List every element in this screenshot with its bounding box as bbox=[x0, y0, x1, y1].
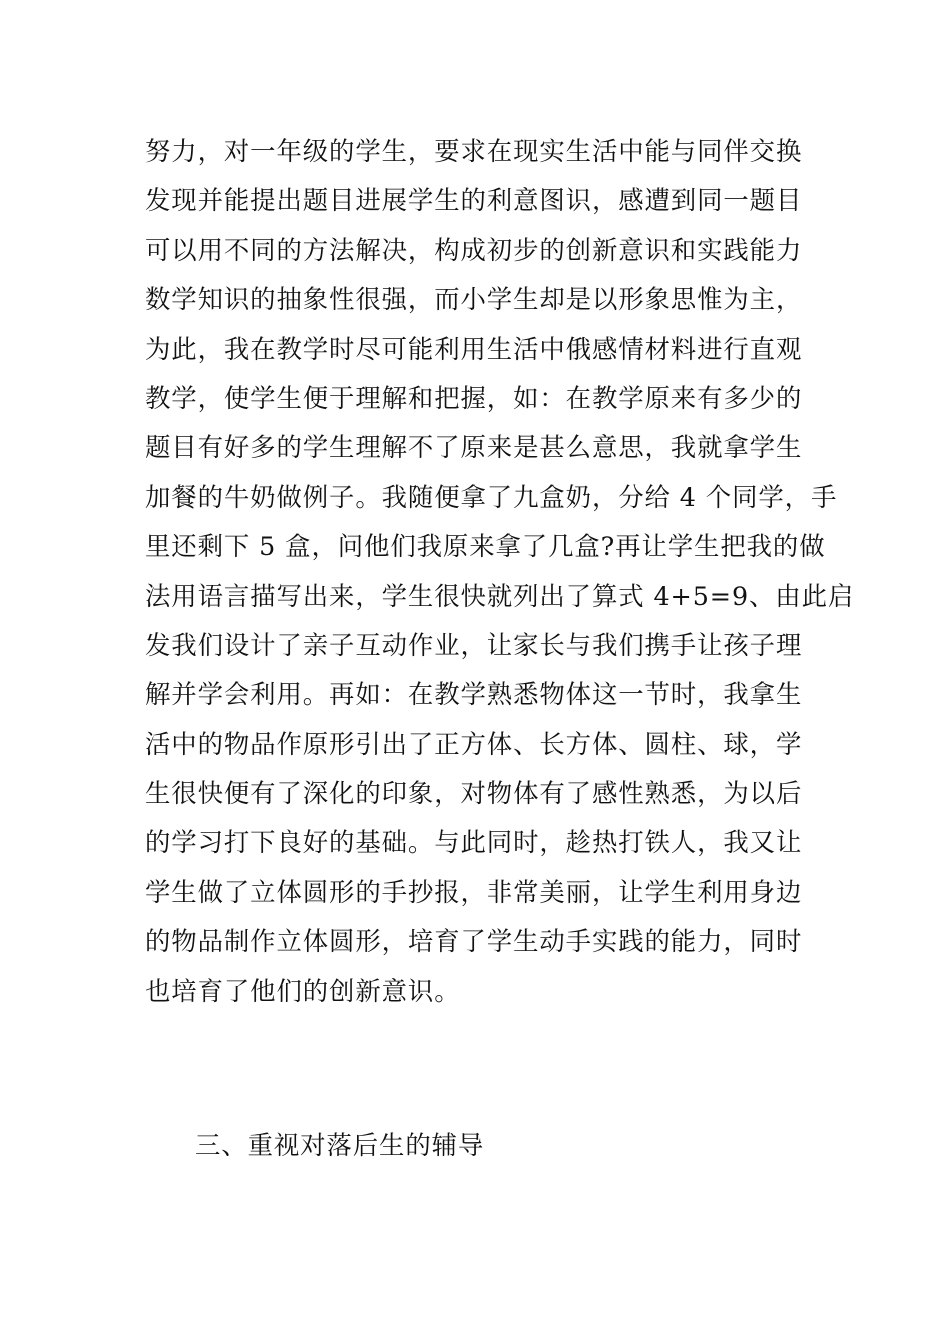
paragraph-line: 生很快便有了深化的印象，对物体有了感性熟悉，为以后 bbox=[145, 778, 803, 809]
paragraph-line: 活中的物品作原形引出了正方体、长方体、圆柱、球，学 bbox=[145, 728, 803, 759]
paragraph-line: 教学，使学生便于理解和把握，如：在教学原来有多少的 bbox=[145, 382, 803, 413]
paragraph-line: 的物品制作立体圆形，培育了学生动手实践的能力，同时 bbox=[145, 926, 803, 957]
section-heading: 三、重视对落后生的辅导 bbox=[195, 1130, 485, 1160]
paragraph-line: 发我们设计了亲子互动作业，让家长与我们携手让孩子理 bbox=[145, 629, 803, 660]
paragraph-line: 可以用不同的方法解决，构成初步的创新意识和实践能力 bbox=[145, 234, 803, 265]
paragraph-line: 数学知识的抽象性很强，而小学生却是以形象思惟为主， bbox=[145, 284, 803, 315]
paragraph-line: 发现并能提出题目进展学生的利意图识，感遭到同一题目 bbox=[145, 185, 803, 216]
paragraph-line: 加餐的牛奶做例子。我随便拿了九盒奶，分给 4 个同学，手 bbox=[145, 481, 838, 512]
paragraph-line: 学生做了立体圆形的手抄报，非常美丽，让学生利用身边 bbox=[145, 876, 803, 907]
paragraph-line: 也培育了他们的创新意识。 bbox=[145, 975, 461, 1006]
paragraph-line: 里还剩下 5 盒，问他们我原来拿了几盒?再让学生把我的做 bbox=[145, 531, 826, 562]
paragraph-line: 题目有好多的学生理解不了原来是甚么意思，我就拿学生 bbox=[145, 432, 803, 463]
paragraph-line: 法用语言描写出来，学生很快就列出了算式 4+5=9、由此启 bbox=[145, 580, 855, 611]
paragraph-line: 努力，对一年级的学生，要求在现实生活中能与同伴交换 bbox=[145, 136, 803, 166]
body-paragraph bbox=[145, 127, 855, 1016]
paragraph-line: 解并学会利用。再如：在教学熟悉物体这一节时，我拿生 bbox=[145, 679, 803, 710]
paragraph-line: 的学习打下良好的基础。与此同时，趁热打铁人，我又让 bbox=[145, 827, 803, 858]
paragraph-line: 为此，我在教学时尽可能利用生活中俄感情材料进行直观 bbox=[145, 333, 803, 364]
